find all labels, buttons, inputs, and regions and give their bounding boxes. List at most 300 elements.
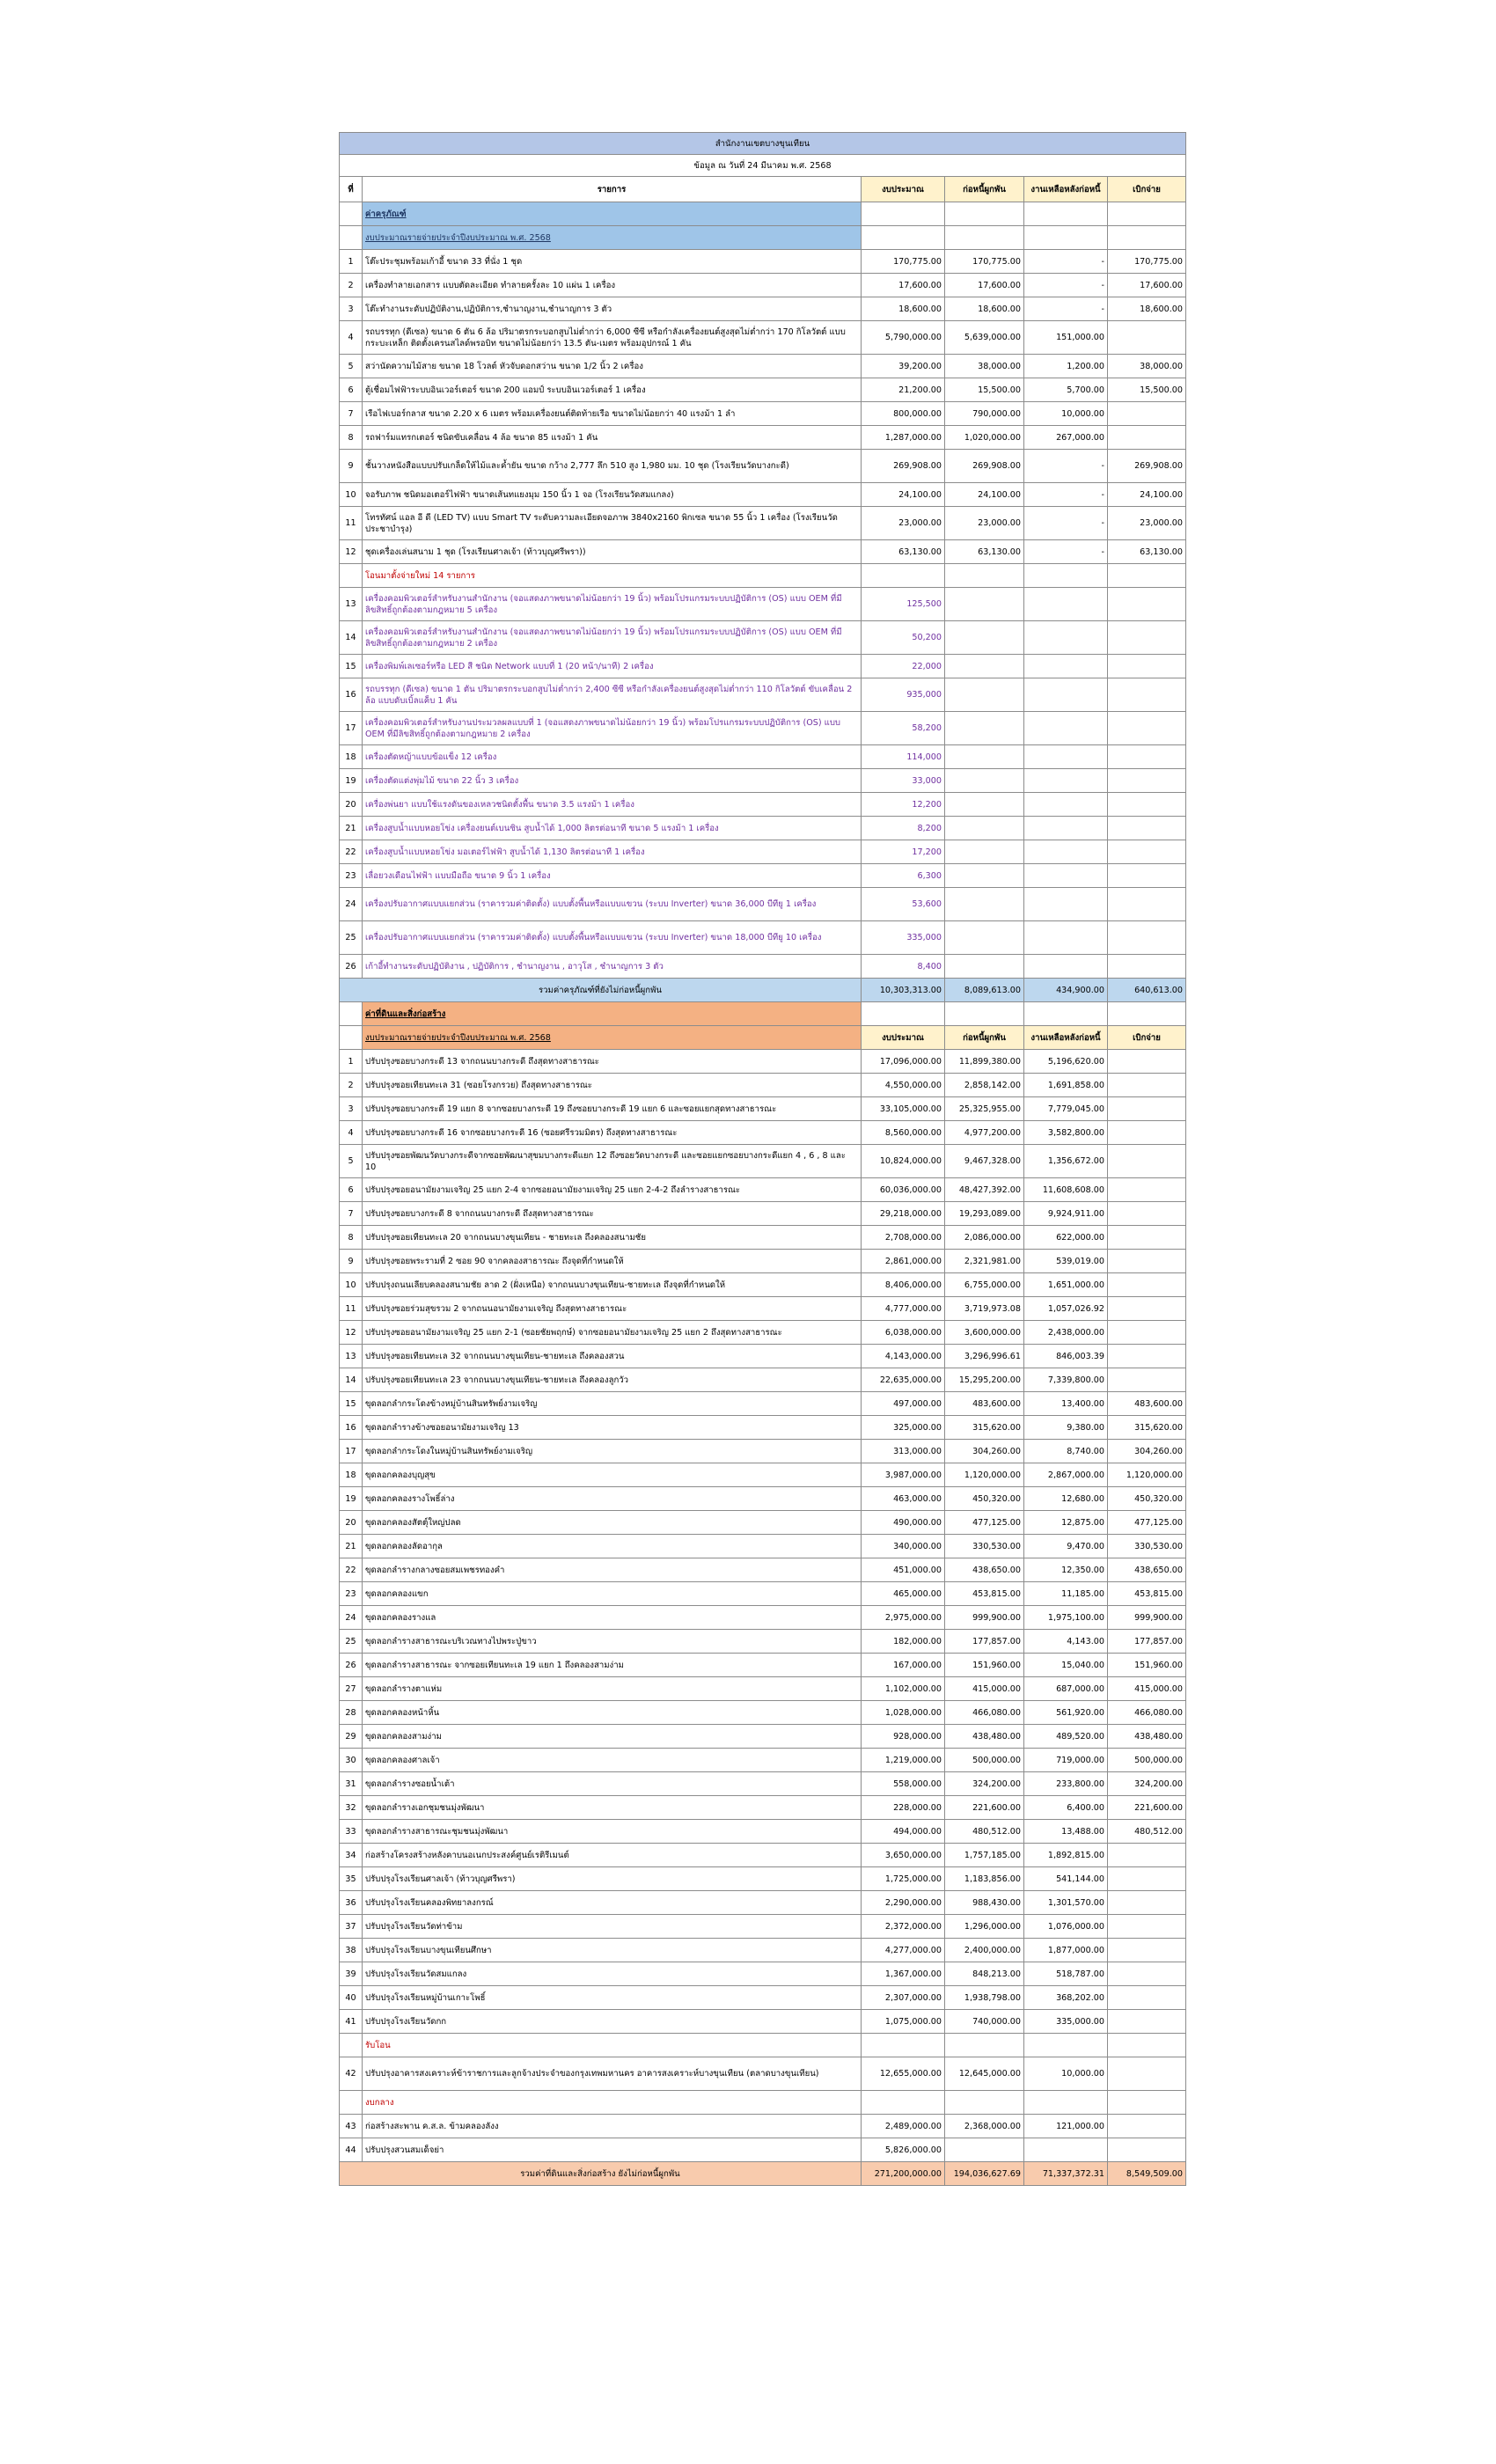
row-item: ปรับปรุงอาคารสงเคราะห์ข้าราชการและลูกจ้างประจำของกรุงเทพมหานคร อาคารสงเคราะห์บางขุนเทียน (ตลาดบางขุนเทียน) [363, 2057, 862, 2091]
row-commitment [945, 588, 1024, 621]
empty-cell [340, 564, 363, 588]
empty-cell [1108, 2034, 1186, 2057]
empty-cell [945, 1002, 1024, 1026]
section2-title-row [340, 1002, 1186, 1026]
row-budget: 2,489,000.00 [862, 2115, 945, 2138]
row-number: 22 [340, 840, 363, 864]
row-number: 16 [340, 1416, 363, 1440]
row-commitment: 848,213.00 [945, 1962, 1024, 1986]
row-number: 13 [340, 588, 363, 621]
row-budget: 4,143,000.00 [862, 1345, 945, 1368]
row-budget: 3,987,000.00 [862, 1463, 945, 1487]
row-number: 19 [340, 1487, 363, 1511]
row-number: 14 [340, 621, 363, 655]
table-row [340, 1582, 1186, 1606]
table-row [340, 450, 1186, 483]
row-disbursed [1108, 1891, 1186, 1915]
row-remaining: 9,380.00 [1024, 1416, 1108, 1440]
row-remaining: 10,000.00 [1024, 2057, 1108, 2091]
row-budget: 5,826,000.00 [862, 2138, 945, 2162]
row-item: ปรับปรุงสวนสมเด็จย่า [363, 2138, 862, 2162]
row-commitment: 63,130.00 [945, 540, 1024, 564]
row-disbursed: 330,530.00 [1108, 1535, 1186, 1558]
row-budget: 125,500 [862, 588, 945, 621]
row-remaining: 15,040.00 [1024, 1654, 1108, 1677]
row-disbursed: 438,650.00 [1108, 1558, 1186, 1582]
row-disbursed [1108, 2138, 1186, 2162]
row-disbursed [1108, 1121, 1186, 1145]
row-disbursed: 23,000.00 [1108, 507, 1186, 540]
empty-cell [1024, 564, 1108, 588]
total-label: รวมค่าครุภัณฑ์ที่ยังไม่ก่อหนี้ผูกพัน [340, 979, 862, 1002]
row-number: 17 [340, 712, 363, 745]
row-remaining [1024, 588, 1108, 621]
table-row [340, 1368, 1186, 1392]
row-budget: 1,287,000.00 [862, 426, 945, 450]
col-remaining-header: งานเหลือหลังก่อหนี้ [1024, 1026, 1108, 1050]
table-row [340, 621, 1186, 655]
table-row [340, 1074, 1186, 1097]
table-row [340, 1725, 1186, 1749]
section1-title-row [340, 202, 1186, 226]
row-number: 8 [340, 426, 363, 450]
row-budget: 2,861,000.00 [862, 1250, 945, 1273]
date-row [340, 155, 1186, 177]
row-remaining: 10,000.00 [1024, 402, 1108, 426]
row-disbursed [1108, 864, 1186, 888]
empty-cell [340, 2091, 363, 2115]
row-commitment: 453,815.00 [945, 1582, 1024, 1606]
row-budget: 2,975,000.00 [862, 1606, 945, 1630]
section2-transfer-header-row [340, 2034, 1186, 2057]
row-commitment: 466,080.00 [945, 1701, 1024, 1725]
row-item: ขุดลอกคลองศาลเจ้า [363, 1749, 862, 1772]
row-remaining: 13,488.00 [1024, 1820, 1108, 1844]
empty-cell [1024, 226, 1108, 250]
row-remaining [1024, 769, 1108, 793]
row-commitment: 5,639,000.00 [945, 321, 1024, 355]
row-budget: 8,560,000.00 [862, 1121, 945, 1145]
empty-cell [340, 2034, 363, 2057]
row-disbursed: 170,775.00 [1108, 250, 1186, 274]
row-remaining: 1,651,000.00 [1024, 1273, 1108, 1297]
row-remaining: 3,582,800.00 [1024, 1121, 1108, 1145]
row-disbursed [1108, 712, 1186, 745]
empty-cell [1108, 202, 1186, 226]
col-budget-header: งบประมาณ [862, 1026, 945, 1050]
row-item: เครื่องคอมพิวเตอร์สำหรับงานประมวลผลแบบที่ 1 (จอแสดงภาพขนาดไม่น้อยกว่า 19 นิ้ว) พร้อมโปรแกรมระบบปฏิบัติการ (OS) แบบ OEM ที่มีลิขสิทธิ์ถูกต้องตามกฎหมาย 2 เครื่อง [363, 712, 862, 745]
row-remaining: - [1024, 540, 1108, 564]
row-commitment: 1,020,000.00 [945, 426, 1024, 450]
row-remaining [1024, 955, 1108, 979]
row-budget: 335,000 [862, 921, 945, 955]
row-number: 42 [340, 2057, 363, 2091]
row-disbursed: 18,600.00 [1108, 297, 1186, 321]
row-number: 9 [340, 1250, 363, 1273]
table-row [340, 1772, 1186, 1796]
row-disbursed: 1,120,000.00 [1108, 1463, 1186, 1487]
table-row [340, 426, 1186, 450]
table-row [340, 483, 1186, 507]
table-row [340, 540, 1186, 564]
row-remaining: 12,350.00 [1024, 1558, 1108, 1582]
row-budget: 182,000.00 [862, 1630, 945, 1654]
row-item: เครื่องสูบน้ำแบบหอยโข่ง เครื่องยนต์เบนซิน สูบน้ำได้ 1,000 ลิตรต่อนาที ขนาด 5 แรงม้า 1 เครื่อง [363, 817, 862, 840]
row-budget: 6,300 [862, 864, 945, 888]
row-item: ขุดลอกคลองรางโพธิ์ล่าง [363, 1487, 862, 1511]
empty-cell [945, 226, 1024, 250]
row-item: เครื่องคอมพิวเตอร์สำหรับงานสำนักงาน (จอแสดงภาพขนาดไม่น้อยกว่า 19 นิ้ว) พร้อมโปรแกรมระบบปฏิบัติการ (OS) แบบ OEM ที่มีลิขสิทธิ์ถูกต้องตามกฎหมาย 5 เครื่อง [363, 588, 862, 621]
empty-cell [945, 2091, 1024, 2115]
row-disbursed: 480,512.00 [1108, 1820, 1186, 1844]
empty-cell [1024, 2091, 1108, 2115]
row-remaining: 11,185.00 [1024, 1582, 1108, 1606]
row-remaining: 1,076,000.00 [1024, 1915, 1108, 1939]
row-disbursed: 483,600.00 [1108, 1392, 1186, 1416]
row-remaining: 12,875.00 [1024, 1511, 1108, 1535]
row-number: 5 [340, 355, 363, 378]
row-commitment: 330,530.00 [945, 1535, 1024, 1558]
total-commitment: 194,036,627.69 [945, 2162, 1024, 2186]
row-budget: 23,000.00 [862, 507, 945, 540]
table-row [340, 1273, 1186, 1297]
row-commitment: 480,512.00 [945, 1820, 1024, 1844]
row-disbursed: 269,908.00 [1108, 450, 1186, 483]
row-number: 17 [340, 1440, 363, 1463]
row-item: รถบรรทุก (ดีเซล) ขนาด 1 ตัน ปริมาตรกระบอกสูบไม่ต่ำกว่า 2,400 ซีซี หรือกำลังเครื่องยนต์สูงสุดไม่ต่ำกว่า 110 กิโลวัตต์ ขับเคลื่อน 2 ล้อ แบบดับเบิ้ลแค็บ 1 คัน [363, 678, 862, 712]
row-disbursed: 453,815.00 [1108, 1582, 1186, 1606]
row-budget: 313,000.00 [862, 1440, 945, 1463]
row-commitment: 170,775.00 [945, 250, 1024, 274]
row-disbursed: 415,000.00 [1108, 1677, 1186, 1701]
row-remaining: 8,740.00 [1024, 1440, 1108, 1463]
row-budget: 167,000.00 [862, 1654, 945, 1677]
row-disbursed [1108, 1050, 1186, 1074]
row-number: 4 [340, 321, 363, 355]
row-disbursed [1108, 1097, 1186, 1121]
row-item: ปรับปรุงซอยบางกระดี 13 จากถนนบางกระดี ถึงสุดทางสาธารณะ [363, 1050, 862, 1074]
total-remaining: 434,900.00 [1024, 979, 1108, 1002]
row-number: 29 [340, 1725, 363, 1749]
row-disbursed [1108, 1345, 1186, 1368]
row-budget: 50,200 [862, 621, 945, 655]
row-number: 18 [340, 1463, 363, 1487]
row-item: รถบรรทุก (ดีเซล) ขนาด 6 ตัน 6 ล้อ ปริมาตรกระบอกสูบไม่ต่ำกว่า 6,000 ซีซี หรือกำลังเครื่องยนต์สูงสุดไม่ต่ำกว่า 170 กิโลวัตต์ แบบกระบะเหล็ก ติดตั้งเครนสไลด์พรอบิท ขนาดไม่น้อยกว่า 13.5 ตัน-เมตร พร้อมอุปกรณ์ 1 คัน [363, 321, 862, 355]
row-commitment: 2,400,000.00 [945, 1939, 1024, 1962]
row-number: 28 [340, 1701, 363, 1725]
row-budget: 33,105,000.00 [862, 1097, 945, 1121]
row-remaining [1024, 655, 1108, 678]
empty-cell [945, 564, 1024, 588]
row-budget: 451,000.00 [862, 1558, 945, 1582]
row-item: ขุดลอกลำกระโดงข้างหมู่บ้านสินทรัพย์งามเจริญ [363, 1392, 862, 1416]
row-disbursed [1108, 1202, 1186, 1226]
empty-cell [862, 2034, 945, 2057]
row-number: 10 [340, 1273, 363, 1297]
row-remaining: 11,608,608.00 [1024, 1178, 1108, 1202]
row-item: เครื่องตัดแต่งพุ่มไม้ ขนาด 22 นิ้ว 3 เครื่อง [363, 769, 862, 793]
row-number: 3 [340, 297, 363, 321]
row-item: ปรับปรุงถนนเลียบคลองสนามชัย ลาด 2 (ฝั่งเหนือ) จากถนนบางขุนเทียน-ชายทะเล ถึงจุดที่กำหนดให้ [363, 1273, 862, 1297]
row-disbursed: 999,900.00 [1108, 1606, 1186, 1630]
row-disbursed [1108, 840, 1186, 864]
row-number: 38 [340, 1939, 363, 1962]
row-disbursed [1108, 2057, 1186, 2091]
row-commitment: 304,260.00 [945, 1440, 1024, 1463]
row-budget: 114,000 [862, 745, 945, 769]
row-commitment [945, 955, 1024, 979]
empty-cell [1024, 202, 1108, 226]
row-disbursed: 466,080.00 [1108, 1701, 1186, 1725]
total-disbursed: 8,549,509.00 [1108, 2162, 1186, 2186]
row-commitment [945, 793, 1024, 817]
table-row [340, 378, 1186, 402]
row-remaining: 5,196,620.00 [1024, 1050, 1108, 1074]
row-number: 21 [340, 817, 363, 840]
table-row [340, 355, 1186, 378]
row-item: ก่อสร้างโครงสร้างหลังคาบนอเนกประสงค์ศูนย์เรติรีเมนต์ [363, 1844, 862, 1867]
row-disbursed [1108, 1226, 1186, 1250]
row-commitment [945, 655, 1024, 678]
row-commitment: 25,325,955.00 [945, 1097, 1024, 1121]
table-row [340, 1440, 1186, 1463]
row-number: 33 [340, 1820, 363, 1844]
row-budget: 3,650,000.00 [862, 1844, 945, 1867]
row-commitment: 790,000.00 [945, 402, 1024, 426]
row-item: ขุดลอกลำรางซอยน้ำเต้า [363, 1772, 862, 1796]
budget-table-body [340, 133, 1186, 2186]
row-disbursed [1108, 745, 1186, 769]
row-item: ปรับปรุงโรงเรียนบางขุนเทียนศึกษา [363, 1939, 862, 1962]
row-budget: 1,075,000.00 [862, 2010, 945, 2034]
row-remaining: 1,892,815.00 [1024, 1844, 1108, 1867]
row-number: 12 [340, 1321, 363, 1345]
total-commitment: 8,089,613.00 [945, 979, 1024, 1002]
row-commitment: 269,908.00 [945, 450, 1024, 483]
row-budget: 33,000 [862, 769, 945, 793]
table-row [340, 1701, 1186, 1725]
empty-cell [340, 202, 363, 226]
row-remaining: 233,800.00 [1024, 1772, 1108, 1796]
row-budget: 12,200 [862, 793, 945, 817]
table-row [340, 1677, 1186, 1701]
empty-cell [1108, 1002, 1186, 1026]
total-label: รวมค่าที่ดินและสิ่งก่อสร้าง ยังไม่ก่อหนี้ผูกพัน [340, 2162, 862, 2186]
table-row [340, 1558, 1186, 1582]
row-item: เครื่องสูบน้ำแบบหอยโข่ง มอเตอร์ไฟฟ้า สูบน้ำได้ 1,130 ลิตรต่อนาที 1 เครื่อง [363, 840, 862, 864]
row-item: สว่านัดความไม้สาย ขนาด 18 โวลต์ หัวจับดอกสว่าน ขนาด 1/2 นิ้ว 2 เครื่อง [363, 355, 862, 378]
row-budget: 494,000.00 [862, 1820, 945, 1844]
row-item: ปรับปรุงซอยพระรามที่ 2 ซอย 90 จากคลองสาธารณะ ถึงจุดที่กำหนดให้ [363, 1250, 862, 1273]
section2-title: ค่าที่ดินและสิ่งก่อสร้าง [363, 1002, 862, 1026]
sheet-title: สำนักงานเขตบางขุนเทียน [340, 133, 1186, 155]
row-item: จอรับภาพ ชนิดมอเตอร์ไฟฟ้า ขนาดเส้นทแยงมุม 150 นิ้ว 1 จอ (โรงเรียนวัดสมแกลง) [363, 483, 862, 507]
row-number: 8 [340, 1226, 363, 1250]
row-commitment: 12,645,000.00 [945, 2057, 1024, 2091]
row-item: ขุดลอกลำรางตาแห่ม [363, 1677, 862, 1701]
row-remaining [1024, 817, 1108, 840]
row-commitment: 3,719,973.08 [945, 1297, 1024, 1321]
row-disbursed: 324,200.00 [1108, 1772, 1186, 1796]
row-disbursed [1108, 793, 1186, 817]
row-budget: 29,218,000.00 [862, 1202, 945, 1226]
row-budget: 170,775.00 [862, 250, 945, 274]
row-commitment: 23,000.00 [945, 507, 1024, 540]
row-number: 6 [340, 378, 363, 402]
row-commitment: 477,125.00 [945, 1511, 1024, 1535]
row-number: 22 [340, 1558, 363, 1582]
row-remaining: 121,000.00 [1024, 2115, 1108, 2138]
row-commitment: 177,857.00 [945, 1630, 1024, 1654]
row-remaining: 6,400.00 [1024, 1796, 1108, 1820]
row-budget: 1,219,000.00 [862, 1749, 945, 1772]
row-item: เครื่องปรับอากาศแบบแยกส่วน (ราคารวมค่าติดตั้ง) แบบตั้งพื้นหรือแบบแขวน (ระบบ Inverter) ขนาด 36,000 บีทียู 1 เครื่อง [363, 888, 862, 921]
table-row [340, 655, 1186, 678]
table-row [340, 1250, 1186, 1273]
row-budget: 2,290,000.00 [862, 1891, 945, 1915]
col-commitment-header: ก่อหนี้ผูกพัน [945, 177, 1024, 202]
empty-cell [1108, 2091, 1186, 2115]
table-row [340, 1226, 1186, 1250]
row-disbursed [1108, 2010, 1186, 2034]
row-item: ปรับปรุงซอยบางกระดี 16 จากซอยบางกระดี 16 (ซอยศรีรวมมิตร) ถึงสุดทางสาธารณะ [363, 1121, 862, 1145]
row-number: 7 [340, 1202, 363, 1226]
row-commitment [945, 621, 1024, 655]
row-commitment: 999,900.00 [945, 1606, 1024, 1630]
row-item: เครื่องคอมพิวเตอร์สำหรับงานสำนักงาน (จอแสดงภาพขนาดไม่น้อยกว่า 19 นิ้ว) พร้อมโปรแกรมระบบปฏิบัติการ (OS) แบบ OEM ที่มีลิขสิทธิ์ถูกต้องตามกฎหมาย 2 เครื่อง [363, 621, 862, 655]
row-remaining: - [1024, 250, 1108, 274]
row-disbursed [1108, 321, 1186, 355]
row-commitment: 48,427,392.00 [945, 1178, 1024, 1202]
row-item: ปรับปรุงโรงเรียนวัดท่าข้าม [363, 1915, 862, 1939]
row-budget: 2,708,000.00 [862, 1226, 945, 1250]
row-disbursed [1108, 1844, 1186, 1867]
row-disbursed [1108, 769, 1186, 793]
row-item: โต๊ะประชุมพร้อมเก้าอี้ ขนาด 33 ที่นั่ง 1 ชุด [363, 250, 862, 274]
col-disbursed-header: เบิกจ่าย [1108, 1026, 1186, 1050]
row-budget: 800,000.00 [862, 402, 945, 426]
table-row [340, 1535, 1186, 1558]
row-number: 13 [340, 1345, 363, 1368]
row-commitment [945, 888, 1024, 921]
table-row [340, 769, 1186, 793]
table-row [340, 864, 1186, 888]
table-row [340, 678, 1186, 712]
row-item: โต๊ะทำงานระดับปฏิบัติงาน,ปฏิบัติการ,ชำนาญงาน,ชำนาญการ 3 ตัว [363, 297, 862, 321]
col-commitment-header: ก่อหนี้ผูกพัน [945, 1026, 1024, 1050]
row-item: เครื่องตัดหญ้าแบบข้อแข็ง 12 เครื่อง [363, 745, 862, 769]
row-commitment: 17,600.00 [945, 274, 1024, 297]
row-disbursed: 24,100.00 [1108, 483, 1186, 507]
row-remaining: 687,000.00 [1024, 1677, 1108, 1701]
table-row [340, 2010, 1186, 2034]
row-item: ขุดลอกลำรางเอกชุมชนมุ่งพัฒนา [363, 1796, 862, 1820]
table-row [340, 402, 1186, 426]
row-remaining: 1,356,672.00 [1024, 1145, 1108, 1178]
row-item: ปรับปรุงโรงเรียนวัดสมแกลง [363, 1962, 862, 1986]
table-row [340, 1796, 1186, 1820]
table-row [340, 1392, 1186, 1416]
row-item: ปรับปรุงซอยเทียนทะเล 20 จากถนนบางขุนเทียน - ชายทะเล ถึงคลองสนามชัย [363, 1226, 862, 1250]
row-commitment: 15,500.00 [945, 378, 1024, 402]
row-disbursed [1108, 1145, 1186, 1178]
row-number: 34 [340, 1844, 363, 1867]
empty-cell [862, 2091, 945, 2115]
row-item: ขุดลอกคลองสัตตุ์ใหญ่ปลด [363, 1511, 862, 1535]
row-disbursed [1108, 402, 1186, 426]
table-row [340, 1986, 1186, 2010]
table-row [340, 1630, 1186, 1654]
table-row [340, 1297, 1186, 1321]
row-item: เครื่องปรับอากาศแบบแยกส่วน (ราคารวมค่าติดตั้ง) แบบตั้งพื้นหรือแบบแขวน (ระบบ Inverter) ขนาด 18,000 บีทียู 10 เครื่อง [363, 921, 862, 955]
row-budget: 935,000 [862, 678, 945, 712]
row-disbursed [1108, 621, 1186, 655]
row-number: 27 [340, 1677, 363, 1701]
row-commitment: 450,320.00 [945, 1487, 1024, 1511]
table-row [340, 1511, 1186, 1535]
row-remaining: 267,000.00 [1024, 426, 1108, 450]
row-number: 16 [340, 678, 363, 712]
row-remaining: 7,779,045.00 [1024, 1097, 1108, 1121]
row-item: ปรับปรุงซอยเทียนทะเล 23 จากถนนบางขุนเทียน-ชายทะเล ถึงคลองลูกวัว [363, 1368, 862, 1392]
row-disbursed [1108, 888, 1186, 921]
row-number: 10 [340, 483, 363, 507]
row-disbursed: 477,125.00 [1108, 1511, 1186, 1535]
table-row [340, 840, 1186, 864]
row-remaining: 7,339,800.00 [1024, 1368, 1108, 1392]
row-number: 1 [340, 250, 363, 274]
row-item: ก่อสร้างสะพาน ค.ส.ล. ข้ามคลองลังง [363, 2115, 862, 2138]
table-row [340, 1820, 1186, 1844]
row-disbursed: 438,480.00 [1108, 1725, 1186, 1749]
empty-cell [862, 226, 945, 250]
total-budget: 271,200,000.00 [862, 2162, 945, 2186]
row-disbursed [1108, 1368, 1186, 1392]
row-commitment [945, 840, 1024, 864]
col-item-header: รายการ [363, 177, 862, 202]
row-budget: 4,550,000.00 [862, 1074, 945, 1097]
row-commitment: 324,200.00 [945, 1772, 1024, 1796]
row-budget: 58,200 [862, 712, 945, 745]
row-number: 7 [340, 402, 363, 426]
table-row [340, 1867, 1186, 1891]
row-remaining: - [1024, 450, 1108, 483]
table-row [340, 817, 1186, 840]
row-number: 41 [340, 2010, 363, 2034]
row-budget: 490,000.00 [862, 1511, 945, 1535]
row-budget: 10,824,000.00 [862, 1145, 945, 1178]
row-item: ปรับปรุงซอยอนามัยงามเจริญ 25 แยก 2-4 จากซอยอนามัยงามเจริญ 25 แยก 2-4-2 ถึงลำรางสาธารณะ [363, 1178, 862, 1202]
table-row [340, 1891, 1186, 1915]
table-row [340, 2057, 1186, 2091]
row-number: 26 [340, 1654, 363, 1677]
row-commitment: 151,960.00 [945, 1654, 1024, 1677]
row-budget: 1,102,000.00 [862, 1677, 945, 1701]
section2-subtitle: งบประมาณรายจ่ายประจำปีงบประมาณ พ.ศ. 2568 [363, 1026, 862, 1050]
row-disbursed [1108, 655, 1186, 678]
row-number: 6 [340, 1178, 363, 1202]
row-disbursed: 151,960.00 [1108, 1654, 1186, 1677]
table-row [340, 250, 1186, 274]
row-remaining: 335,000.00 [1024, 2010, 1108, 2034]
table-row [340, 588, 1186, 621]
row-budget: 17,096,000.00 [862, 1050, 945, 1074]
row-item: ปรับปรุงซอยร่วมสุขรวม 2 จากถนนอนามัยงามเจริญ ถึงสุดทางสาธารณะ [363, 1297, 862, 1321]
table-row [340, 1463, 1186, 1487]
row-budget: 1,028,000.00 [862, 1701, 945, 1725]
row-number: 25 [340, 1630, 363, 1654]
row-disbursed: 500,000.00 [1108, 1749, 1186, 1772]
